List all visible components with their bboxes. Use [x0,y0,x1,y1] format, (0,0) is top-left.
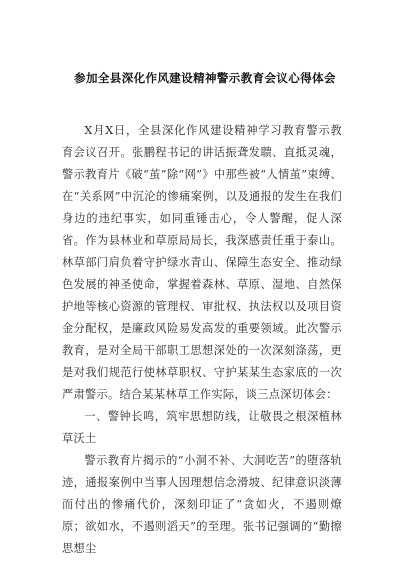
section-heading: 一、警钟长鸣，筑牢思想防线，让敬畏之根深植林草沃土 [62,410,342,445]
document-title: 参加全县深化作风建设精神警示教育会议心得体会 [74,71,336,85]
section-paragraph: 警示教育片揭示的“小洞不补、大洞吃苦”的堕落轨迹，通报案例中当事人因理想信念滑坡、纪律意识淡薄而付出的惨痛代价，深刻印证了“贪如火，不遏则燎原；欲如水，不遏则滔天”的至理。张书记强调的“勤擦思想尘 [62,454,342,555]
document-body [62,120,342,560]
intro-paragraph: X月X日，全县深化作风建设精神学习教育警示教育会议召开。张鹏程书记的讲话振聋发聩、直抵灵魂，警示教育片《破“茧”除“网”》中那些被“人情茧”束缚、在“关系网”中沉沦的惨痛案例，以及通报的发生在我们身边的违纪事实，如同重锤击心，令人警醒，促人深省。作为县林业和草原局局长，我深感责任重于泰山。林草部门肩负着守护绿水青山、保障生态安全、推动绿色发展的神圣使命，掌握着森林、草原、湿地、自然保护地等核心资源的管理权、审批权、执法权以及项目资金分配权，是廉政风险易发高发的重要领域。此次警示教育，是对全局干部职工思想深处的一次深刻涤荡，更是对我们规范行使林草职权、守护某某生态家底的一次严肃警示。结合某某林草工作实际，谈三点深切体会： [62,124,342,401]
